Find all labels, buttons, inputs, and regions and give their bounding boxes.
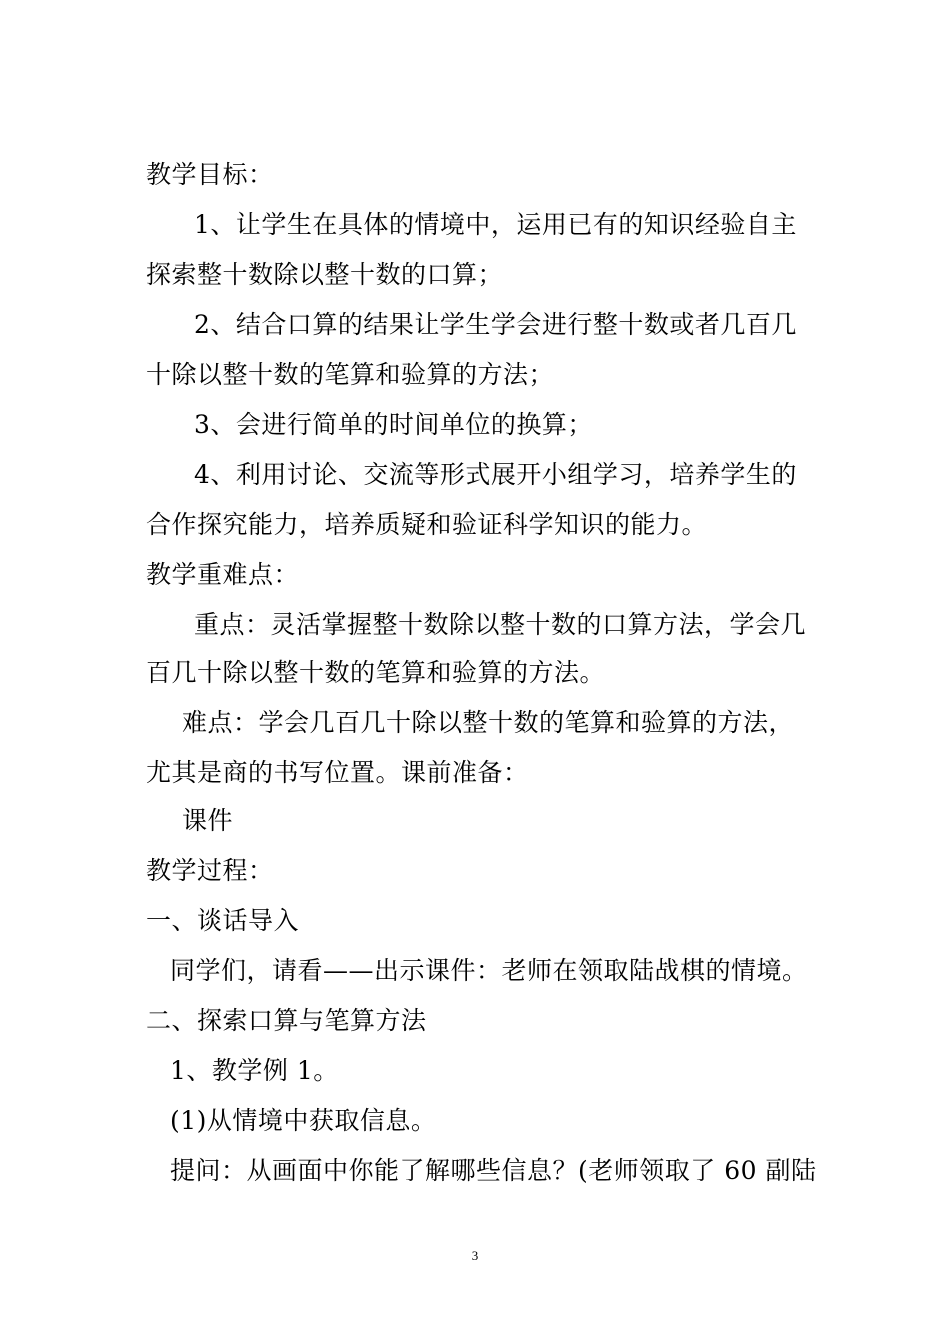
preparation-courseware: 课件	[182, 806, 234, 835]
goal-4-line-2: 合作探究能力，培养质疑和验证科学知识的能力。	[146, 510, 708, 539]
difficult-point-line-1: 难点：学会几百几十除以整十数的笔算和验算的方法，	[182, 708, 795, 737]
goal-1-line-2: 探索整十数除以整十数的口算；	[146, 260, 504, 289]
page-number: 3	[471, 1248, 479, 1263]
goal-2-line-2: 十除以整十数的笔算和验算的方法；	[146, 360, 555, 389]
goal-2-line-1: 2、结合口算的结果让学生学会进行整十数或者几百几	[194, 310, 797, 339]
heading-teaching-process: 教学过程：	[146, 856, 274, 885]
goal-1-line-1: 1、让学生在具体的情境中，运用已有的知识经验自主	[194, 210, 797, 239]
question-text: 提问：从画面中你能了解哪些信息？(老师领取了 60 副陆	[170, 1156, 817, 1185]
section-2-heading: 二、探索口算与笔算方法	[146, 1006, 427, 1035]
difficult-point-line-2: 尤其是商的书写位置。课前准备：	[146, 758, 529, 787]
heading-teaching-goals: 教学目标：	[146, 160, 274, 189]
section-1-heading: 一、谈话导入	[146, 906, 300, 935]
key-point-line-2: 百几十除以整十数的笔算和验算的方法。	[146, 658, 606, 687]
step-1-text: (1)从情境中获取信息。	[170, 1106, 437, 1135]
key-point-line-1: 重点：灵活掌握整十数除以整十数的口算方法，学会几	[194, 610, 807, 639]
heading-key-difficult-points: 教学重难点：	[146, 560, 300, 589]
section-1-text: 同学们，请看——出示课件：老师在领取陆战棋的情境。	[170, 956, 808, 985]
goal-4-line-1: 4、利用讨论、交流等形式展开小组学习，培养学生的	[194, 460, 797, 489]
goal-3: 3、会进行简单的时间单位的换算；	[194, 410, 593, 439]
example-1-heading: 1、教学例 1。	[170, 1056, 339, 1085]
